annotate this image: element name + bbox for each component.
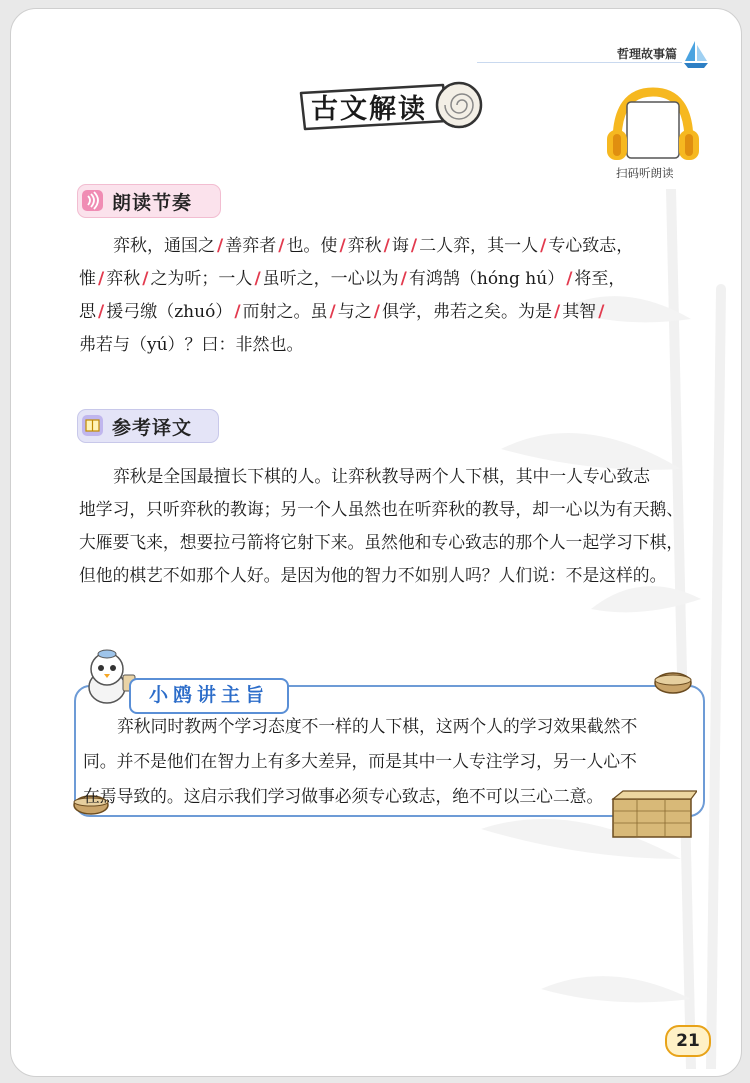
translation-line: 地学习，只听弈秋的教诲；另一个人虽然也在听弈秋的教导，却一心以为有天鹅、 — [79, 500, 684, 519]
reading-rhythm-text — [79, 230, 715, 362]
page-title-banner — [293, 75, 489, 135]
summary-line: 弈秋同时教两个学习态度不一样的人下棋，这两个人的学习效果截然不 — [117, 717, 638, 736]
summary-text — [83, 709, 699, 814]
reading-rhythm-heading — [77, 184, 221, 218]
summary-title: 小鸥讲主旨 — [129, 678, 289, 714]
summary-line: 在焉导致的。这启示我们学习做事必须专心致志，绝不可以三心二意。 — [83, 787, 604, 806]
reading-line-4: 弗若与（yú）？曰：非然也。 — [79, 335, 304, 355]
page-title: 古文解读 — [311, 94, 427, 125]
translation-heading — [77, 409, 219, 443]
sailboat-icon — [683, 39, 709, 69]
reading-rhythm-label: 朗读节奏 — [112, 192, 193, 214]
reading-line-3: 思 / 援弓缴（zhuó） / 而射之。虽 / 与之 / 俱学，弗若之矣。为是 / 其智 / — [79, 302, 605, 322]
header-divider — [477, 62, 682, 63]
translation-line: 但他的棋艺不如那个人好。是因为他的智力不如别人吗？人们说：不是这样的。 — [79, 566, 667, 585]
summary-line: 同。并不是他们在智力上有多大差异，而是其中一人专注学习，另一人心不 — [83, 752, 637, 771]
translation-text — [79, 460, 715, 592]
reading-line-1: 弈秋，通国之 / 善弈者 / 也。使 / 弈秋 / 诲 / 二人弈，其一人 / 专心致志， — [113, 236, 634, 256]
translation-label: 参考译文 — [112, 417, 193, 439]
reading-line-2: 惟 / 弈秋 / 之为听；一人 / 虽听之，一心以为 / 有鸿鹄（hóng hú） / 将至， — [79, 269, 626, 289]
go-stone-jar-icon — [653, 671, 693, 695]
page-number: 21 — [665, 1025, 711, 1057]
scan-to-listen-label: 扫码听朗读 — [616, 166, 674, 180]
book-icon — [82, 415, 103, 436]
translation-line: 大雁要飞来，想要拉弓箭将它射下来。虽然他和专心致志的那个人一起学习下棋， — [79, 533, 684, 552]
series-label: 哲理故事篇 — [617, 47, 678, 61]
page — [10, 8, 742, 1077]
translation-line: 弈秋是全国最擅长下棋的人。让弈秋教导两个人下棋，其中一人专心致志 — [113, 467, 651, 486]
sound-wave-icon — [82, 190, 103, 211]
